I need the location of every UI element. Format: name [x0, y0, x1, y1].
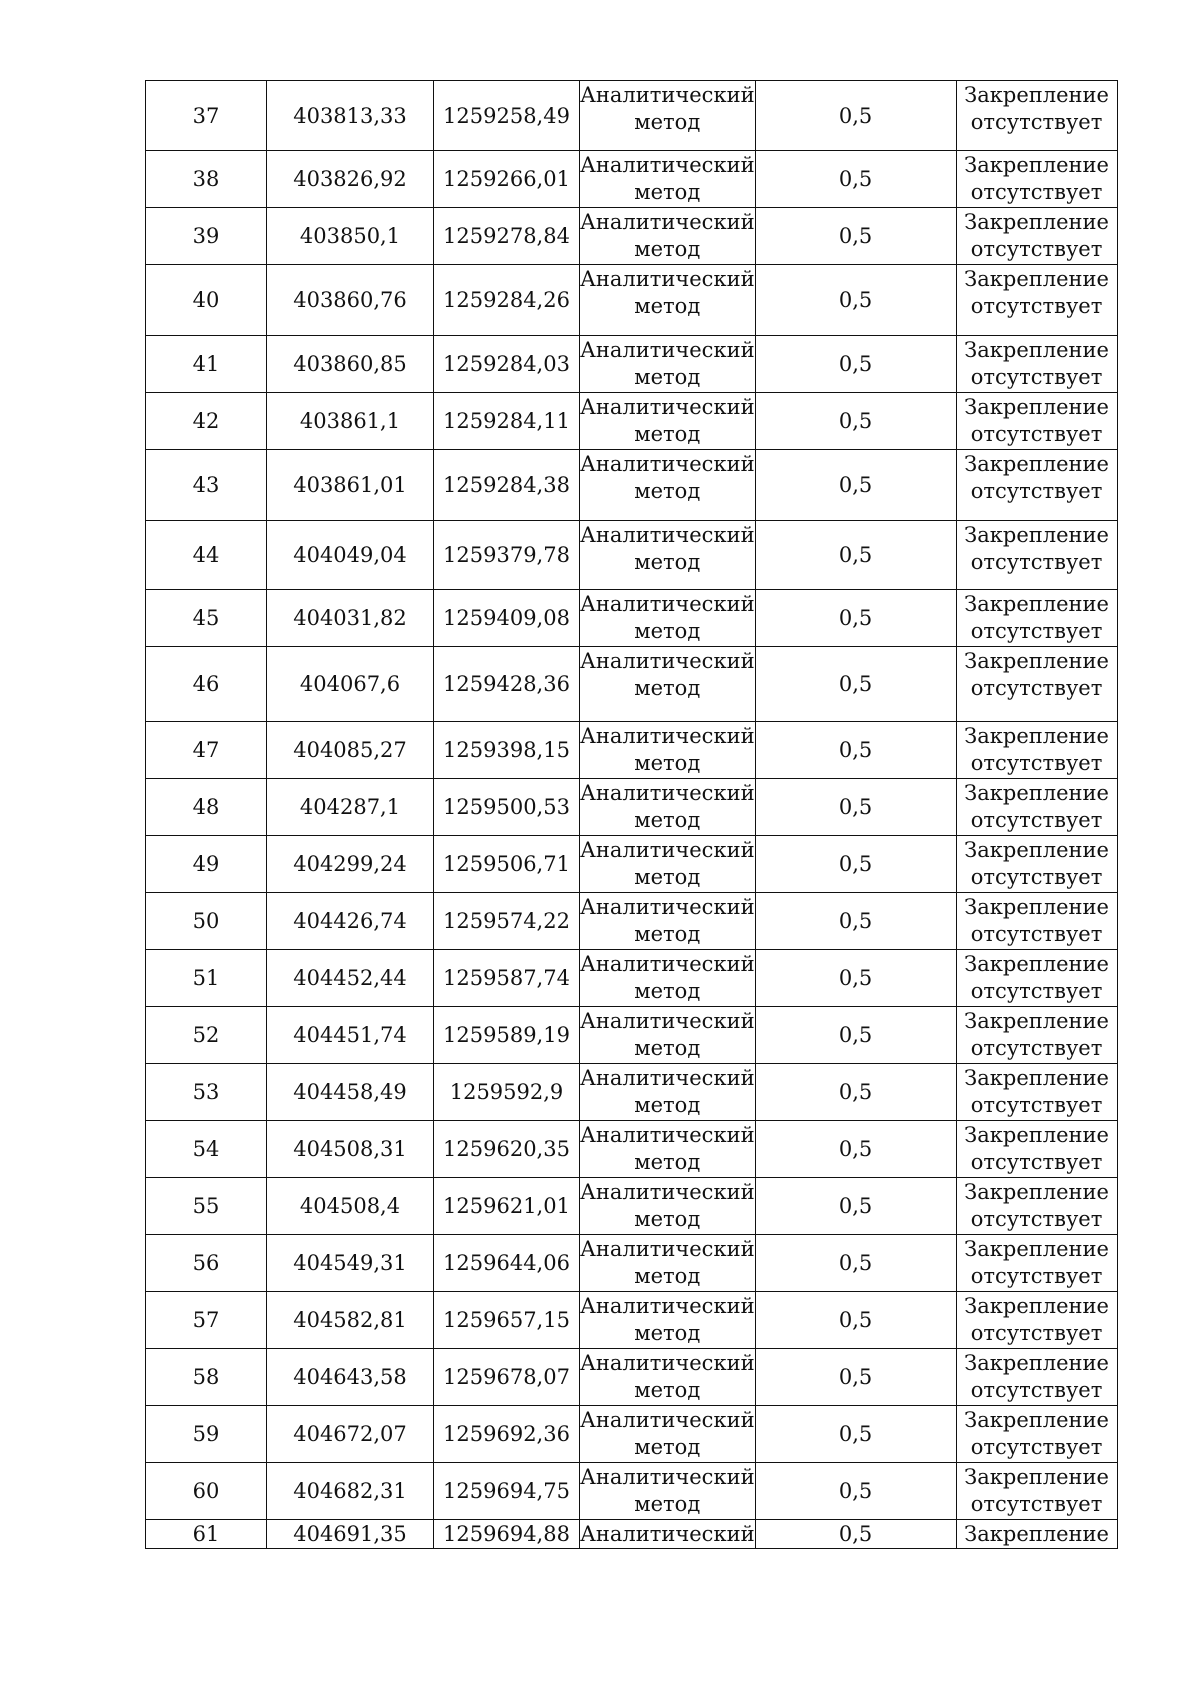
y-coordinate-cell: 1259284,26	[434, 265, 580, 336]
point-number-cell: 44	[146, 521, 267, 590]
y-coordinate-cell: 1259694,75	[434, 1463, 580, 1520]
x-coordinate-cell: 404508,31	[267, 1121, 434, 1178]
table-row	[146, 151, 1118, 208]
method-cell: Аналитический метод	[580, 1406, 756, 1463]
method-cell: Аналитический метод	[580, 393, 756, 450]
point-number-cell: 59	[146, 1406, 267, 1463]
fixation-cell: Закрепление отсутствует	[956, 1007, 1117, 1064]
accuracy-cell: 0,5	[755, 893, 956, 950]
method-cell: Аналитический метод	[580, 779, 756, 836]
x-coordinate-cell: 404452,44	[267, 950, 434, 1007]
table-row	[146, 265, 1118, 336]
accuracy-cell: 0,5	[755, 590, 956, 647]
y-coordinate-cell: 1259587,74	[434, 950, 580, 1007]
x-coordinate-cell: 404085,27	[267, 722, 434, 779]
x-coordinate-cell: 403826,92	[267, 151, 434, 208]
method-cell: Аналитический метод	[580, 151, 756, 208]
x-coordinate-cell: 404682,31	[267, 1463, 434, 1520]
point-number-cell: 46	[146, 647, 267, 722]
fixation-cell: Закрепление отсутствует	[956, 336, 1117, 393]
fixation-cell: Закрепление отсутствует	[956, 1349, 1117, 1406]
x-coordinate-cell: 404426,74	[267, 893, 434, 950]
point-number-cell: 52	[146, 1007, 267, 1064]
fixation-cell: Закрепление отсутствует	[956, 208, 1117, 265]
y-coordinate-cell: 1259258,49	[434, 81, 580, 151]
method-cell: Аналитический метод	[580, 836, 756, 893]
y-coordinate-cell: 1259500,53	[434, 779, 580, 836]
accuracy-cell: 0,5	[755, 647, 956, 722]
accuracy-cell: 0,5	[755, 151, 956, 208]
table-row	[146, 1520, 1118, 1549]
fixation-cell: Закрепление отсутствует	[956, 1235, 1117, 1292]
table-row	[146, 208, 1118, 265]
x-coordinate-cell: 404549,31	[267, 1235, 434, 1292]
table-row	[146, 336, 1118, 393]
y-coordinate-cell: 1259621,01	[434, 1178, 580, 1235]
accuracy-cell: 0,5	[755, 1178, 956, 1235]
x-coordinate-cell: 403813,33	[267, 81, 434, 151]
accuracy-cell: 0,5	[755, 1292, 956, 1349]
point-number-cell: 39	[146, 208, 267, 265]
y-coordinate-cell: 1259506,71	[434, 836, 580, 893]
x-coordinate-cell: 403860,76	[267, 265, 434, 336]
method-cell: Аналитический метод	[580, 521, 756, 590]
method-cell: Аналитический метод	[580, 647, 756, 722]
y-coordinate-cell: 1259284,38	[434, 450, 580, 521]
method-cell: Аналитический метод	[580, 208, 756, 265]
table-row	[146, 950, 1118, 1007]
x-coordinate-cell: 404582,81	[267, 1292, 434, 1349]
x-coordinate-cell: 403850,1	[267, 208, 434, 265]
accuracy-cell: 0,5	[755, 1064, 956, 1121]
table-row	[146, 81, 1118, 151]
method-cell: Аналитический метод	[580, 1235, 756, 1292]
accuracy-cell: 0,5	[755, 336, 956, 393]
fixation-cell: Закрепление отсутствует	[956, 950, 1117, 1007]
table-row	[146, 779, 1118, 836]
fixation-cell: Закрепление отсутствует	[956, 265, 1117, 336]
x-coordinate-cell: 404508,4	[267, 1178, 434, 1235]
point-number-cell: 47	[146, 722, 267, 779]
y-coordinate-cell: 1259284,11	[434, 393, 580, 450]
method-cell: Аналитический метод	[580, 1292, 756, 1349]
x-coordinate-cell: 404287,1	[267, 779, 434, 836]
fixation-cell: Закрепление отсутствует	[956, 1463, 1117, 1520]
accuracy-cell: 0,5	[755, 722, 956, 779]
table-row	[146, 1007, 1118, 1064]
table-row	[146, 1349, 1118, 1406]
method-cell: Аналитический метод	[580, 265, 756, 336]
fixation-cell: Закрепление	[956, 1520, 1117, 1549]
method-cell: Аналитический метод	[580, 450, 756, 521]
fixation-cell: Закрепление отсутствует	[956, 521, 1117, 590]
accuracy-cell: 0,5	[755, 1406, 956, 1463]
x-coordinate-cell: 404067,6	[267, 647, 434, 722]
point-number-cell: 50	[146, 893, 267, 950]
x-coordinate-cell: 403861,1	[267, 393, 434, 450]
x-coordinate-cell: 404672,07	[267, 1406, 434, 1463]
point-number-cell: 45	[146, 590, 267, 647]
method-cell: Аналитический	[580, 1520, 756, 1549]
point-number-cell: 61	[146, 1520, 267, 1549]
table-row	[146, 1121, 1118, 1178]
table-row	[146, 836, 1118, 893]
table-row	[146, 722, 1118, 779]
accuracy-cell: 0,5	[755, 779, 956, 836]
accuracy-cell: 0,5	[755, 1235, 956, 1292]
fixation-cell: Закрепление отсутствует	[956, 722, 1117, 779]
table-row	[146, 590, 1118, 647]
method-cell: Аналитический метод	[580, 1463, 756, 1520]
table-row	[146, 521, 1118, 590]
y-coordinate-cell: 1259678,07	[434, 1349, 580, 1406]
point-number-cell: 43	[146, 450, 267, 521]
point-number-cell: 57	[146, 1292, 267, 1349]
fixation-cell: Закрепление отсутствует	[956, 779, 1117, 836]
y-coordinate-cell: 1259692,36	[434, 1406, 580, 1463]
table-row	[146, 893, 1118, 950]
point-number-cell: 40	[146, 265, 267, 336]
y-coordinate-cell: 1259266,01	[434, 151, 580, 208]
method-cell: Аналитический метод	[580, 1007, 756, 1064]
method-cell: Аналитический метод	[580, 722, 756, 779]
fixation-cell: Закрепление отсутствует	[956, 590, 1117, 647]
table-row	[146, 1178, 1118, 1235]
point-number-cell: 41	[146, 336, 267, 393]
fixation-cell: Закрепление отсутствует	[956, 450, 1117, 521]
point-number-cell: 55	[146, 1178, 267, 1235]
table-row	[146, 1463, 1118, 1520]
accuracy-cell: 0,5	[755, 208, 956, 265]
accuracy-cell: 0,5	[755, 1520, 956, 1549]
accuracy-cell: 0,5	[755, 950, 956, 1007]
method-cell: Аналитический метод	[580, 950, 756, 1007]
y-coordinate-cell: 1259284,03	[434, 336, 580, 393]
method-cell: Аналитический метод	[580, 336, 756, 393]
y-coordinate-cell: 1259620,35	[434, 1121, 580, 1178]
method-cell: Аналитический метод	[580, 893, 756, 950]
table-row	[146, 393, 1118, 450]
method-cell: Аналитический метод	[580, 81, 756, 151]
y-coordinate-cell: 1259409,08	[434, 590, 580, 647]
y-coordinate-cell: 1259657,15	[434, 1292, 580, 1349]
table-row	[146, 647, 1118, 722]
x-coordinate-cell: 403860,85	[267, 336, 434, 393]
method-cell: Аналитический метод	[580, 1064, 756, 1121]
fixation-cell: Закрепление отсутствует	[956, 151, 1117, 208]
point-number-cell: 38	[146, 151, 267, 208]
point-number-cell: 54	[146, 1121, 267, 1178]
accuracy-cell: 0,5	[755, 1463, 956, 1520]
table-row	[146, 1292, 1118, 1349]
point-number-cell: 51	[146, 950, 267, 1007]
y-coordinate-cell: 1259644,06	[434, 1235, 580, 1292]
x-coordinate-cell: 404458,49	[267, 1064, 434, 1121]
point-number-cell: 48	[146, 779, 267, 836]
fixation-cell: Закрепление отсутствует	[956, 1292, 1117, 1349]
y-coordinate-cell: 1259574,22	[434, 893, 580, 950]
fixation-cell: Закрепление отсутствует	[956, 1406, 1117, 1463]
point-number-cell: 42	[146, 393, 267, 450]
accuracy-cell: 0,5	[755, 1007, 956, 1064]
x-coordinate-cell: 404691,35	[267, 1520, 434, 1549]
point-number-cell: 60	[146, 1463, 267, 1520]
x-coordinate-cell: 404031,82	[267, 590, 434, 647]
y-coordinate-cell: 1259589,19	[434, 1007, 580, 1064]
point-number-cell: 53	[146, 1064, 267, 1121]
fixation-cell: Закрепление отсутствует	[956, 1064, 1117, 1121]
table-row	[146, 1064, 1118, 1121]
y-coordinate-cell: 1259278,84	[434, 208, 580, 265]
fixation-cell: Закрепление отсутствует	[956, 836, 1117, 893]
point-number-cell: 58	[146, 1349, 267, 1406]
accuracy-cell: 0,5	[755, 393, 956, 450]
fixation-cell: Закрепление отсутствует	[956, 647, 1117, 722]
y-coordinate-cell: 1259592,9	[434, 1064, 580, 1121]
x-coordinate-cell: 404643,58	[267, 1349, 434, 1406]
point-number-cell: 37	[146, 81, 267, 151]
table-row	[146, 450, 1118, 521]
method-cell: Аналитический метод	[580, 1349, 756, 1406]
table-row	[146, 1406, 1118, 1463]
coordinates-table	[145, 80, 1118, 1549]
accuracy-cell: 0,5	[755, 265, 956, 336]
method-cell: Аналитический метод	[580, 1178, 756, 1235]
y-coordinate-cell: 1259428,36	[434, 647, 580, 722]
y-coordinate-cell: 1259379,78	[434, 521, 580, 590]
accuracy-cell: 0,5	[755, 521, 956, 590]
accuracy-cell: 0,5	[755, 836, 956, 893]
fixation-cell: Закрепление отсутствует	[956, 393, 1117, 450]
accuracy-cell: 0,5	[755, 1121, 956, 1178]
x-coordinate-cell: 404299,24	[267, 836, 434, 893]
x-coordinate-cell: 404049,04	[267, 521, 434, 590]
point-number-cell: 49	[146, 836, 267, 893]
fixation-cell: Закрепление отсутствует	[956, 1121, 1117, 1178]
x-coordinate-cell: 404451,74	[267, 1007, 434, 1064]
accuracy-cell: 0,5	[755, 450, 956, 521]
table-row	[146, 1235, 1118, 1292]
fixation-cell: Закрепление отсутствует	[956, 81, 1117, 151]
coordinates-table-body	[146, 81, 1118, 1549]
y-coordinate-cell: 1259694,88	[434, 1520, 580, 1549]
fixation-cell: Закрепление отсутствует	[956, 1178, 1117, 1235]
x-coordinate-cell: 403861,01	[267, 450, 434, 521]
method-cell: Аналитический метод	[580, 590, 756, 647]
accuracy-cell: 0,5	[755, 1349, 956, 1406]
method-cell: Аналитический метод	[580, 1121, 756, 1178]
accuracy-cell: 0,5	[755, 81, 956, 151]
point-number-cell: 56	[146, 1235, 267, 1292]
fixation-cell: Закрепление отсутствует	[956, 893, 1117, 950]
y-coordinate-cell: 1259398,15	[434, 722, 580, 779]
